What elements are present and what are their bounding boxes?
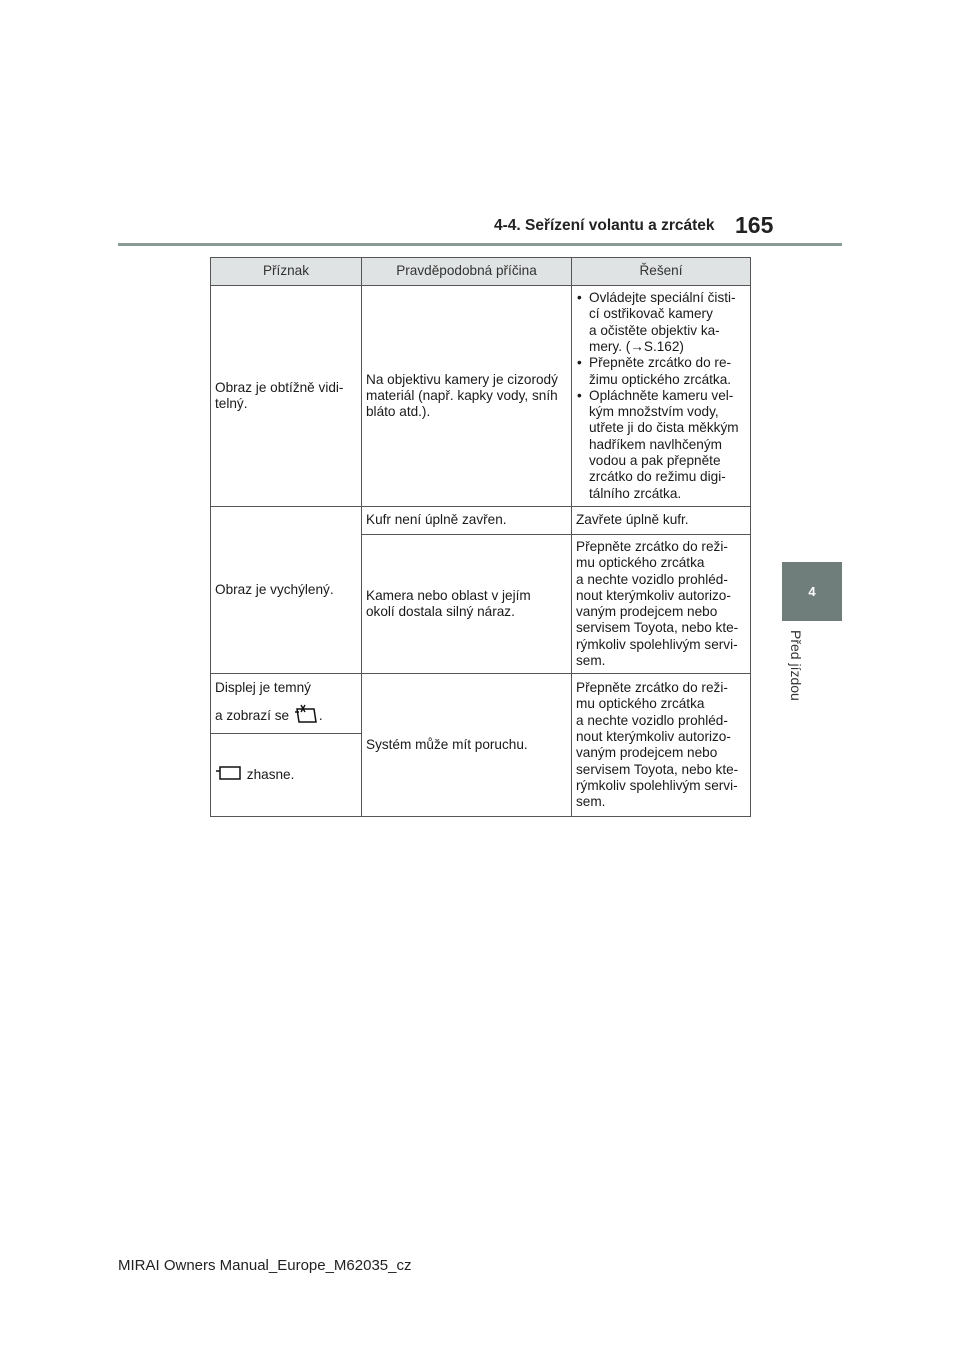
symptom-cell: Obraz je obtížně vidi- telný.	[211, 286, 362, 507]
column-header: Pravděpodobná příčina	[362, 258, 572, 286]
list-item: • Opláchněte kameru vel- kým množstvím vody, utřete ji do čista měkkým hadříkem navlhčeným vodou a pak přepněte zrcátko do režimu digi- tálního zrcátka.	[576, 388, 747, 502]
symptom-text: .	[318, 707, 323, 723]
solution-cell	[572, 286, 751, 507]
table-row	[211, 674, 751, 734]
troubleshooting-table	[210, 257, 751, 817]
symptom-line	[215, 704, 358, 728]
section-title: 4-4. Seřízení volantu a zrcátek	[494, 217, 715, 234]
chapter-label: Před jízdou	[788, 630, 804, 701]
mirror-icon	[215, 764, 243, 786]
chapter-tab[interactable]	[782, 562, 842, 621]
symptom-cell: Obraz je vychýlený.	[211, 507, 362, 674]
cause-cell: Na objektivu kamery je cizorodý materiál (např. kapky vody, sníh bláto atd.).	[362, 286, 572, 507]
solution-cell: Přepněte zrcátko do reži- mu optického zrcátka a nechte vozidlo prohléd- nout kterýmkoliv autorizo- vaným prodejcem nebo servisem Toyota, nebo kte- rýmkoliv spolehlivým servi- sem.	[572, 535, 751, 674]
table-header-row	[211, 258, 751, 286]
cause-cell: Kamera nebo oblast v jejím okolí dostala silný náraz.	[362, 535, 572, 674]
symptom-cell	[211, 674, 362, 734]
mirror-malfunction-icon	[293, 704, 319, 728]
header-rule	[118, 243, 842, 246]
column-header: Příznak	[211, 258, 362, 286]
cause-cell: Systém může mít poruchu.	[362, 674, 572, 817]
list-item: • Ovládejte speciální čisti- cí ostřikovač kamery a očistěte objektiv ka- mery. (→S.162)	[576, 290, 747, 355]
symptom-line: Displej je temný	[215, 680, 311, 696]
chapter-number: 4	[808, 584, 816, 599]
cause-cell: Kufr není úplně zavřen.	[362, 507, 572, 535]
symptom-text: zhasne.	[246, 766, 295, 782]
symptom-text: a zobrazí se	[215, 707, 290, 723]
solution-list	[576, 290, 747, 502]
list-item: • Přepněte zrcátko do re- žimu optického zrcátka.	[576, 355, 747, 388]
table-row	[211, 286, 751, 507]
page-number: 165	[735, 212, 774, 238]
symptom-cell	[211, 734, 362, 817]
footer-text: MIRAI Owners Manual_Europe_M62035_cz	[118, 1257, 412, 1274]
solution-cell: Zavřete úplně kufr.	[572, 507, 751, 535]
solution-cell: Přepněte zrcátko do reži- mu optického zrcátka a nechte vozidlo prohléd- nout kterýmkoliv autorizo- vaným prodejcem nebo servisem Toyota, nebo kte- rýmkoliv spolehlivým servi- sem.	[572, 674, 751, 817]
column-header: Řešení	[572, 258, 751, 286]
table-row	[211, 507, 751, 535]
